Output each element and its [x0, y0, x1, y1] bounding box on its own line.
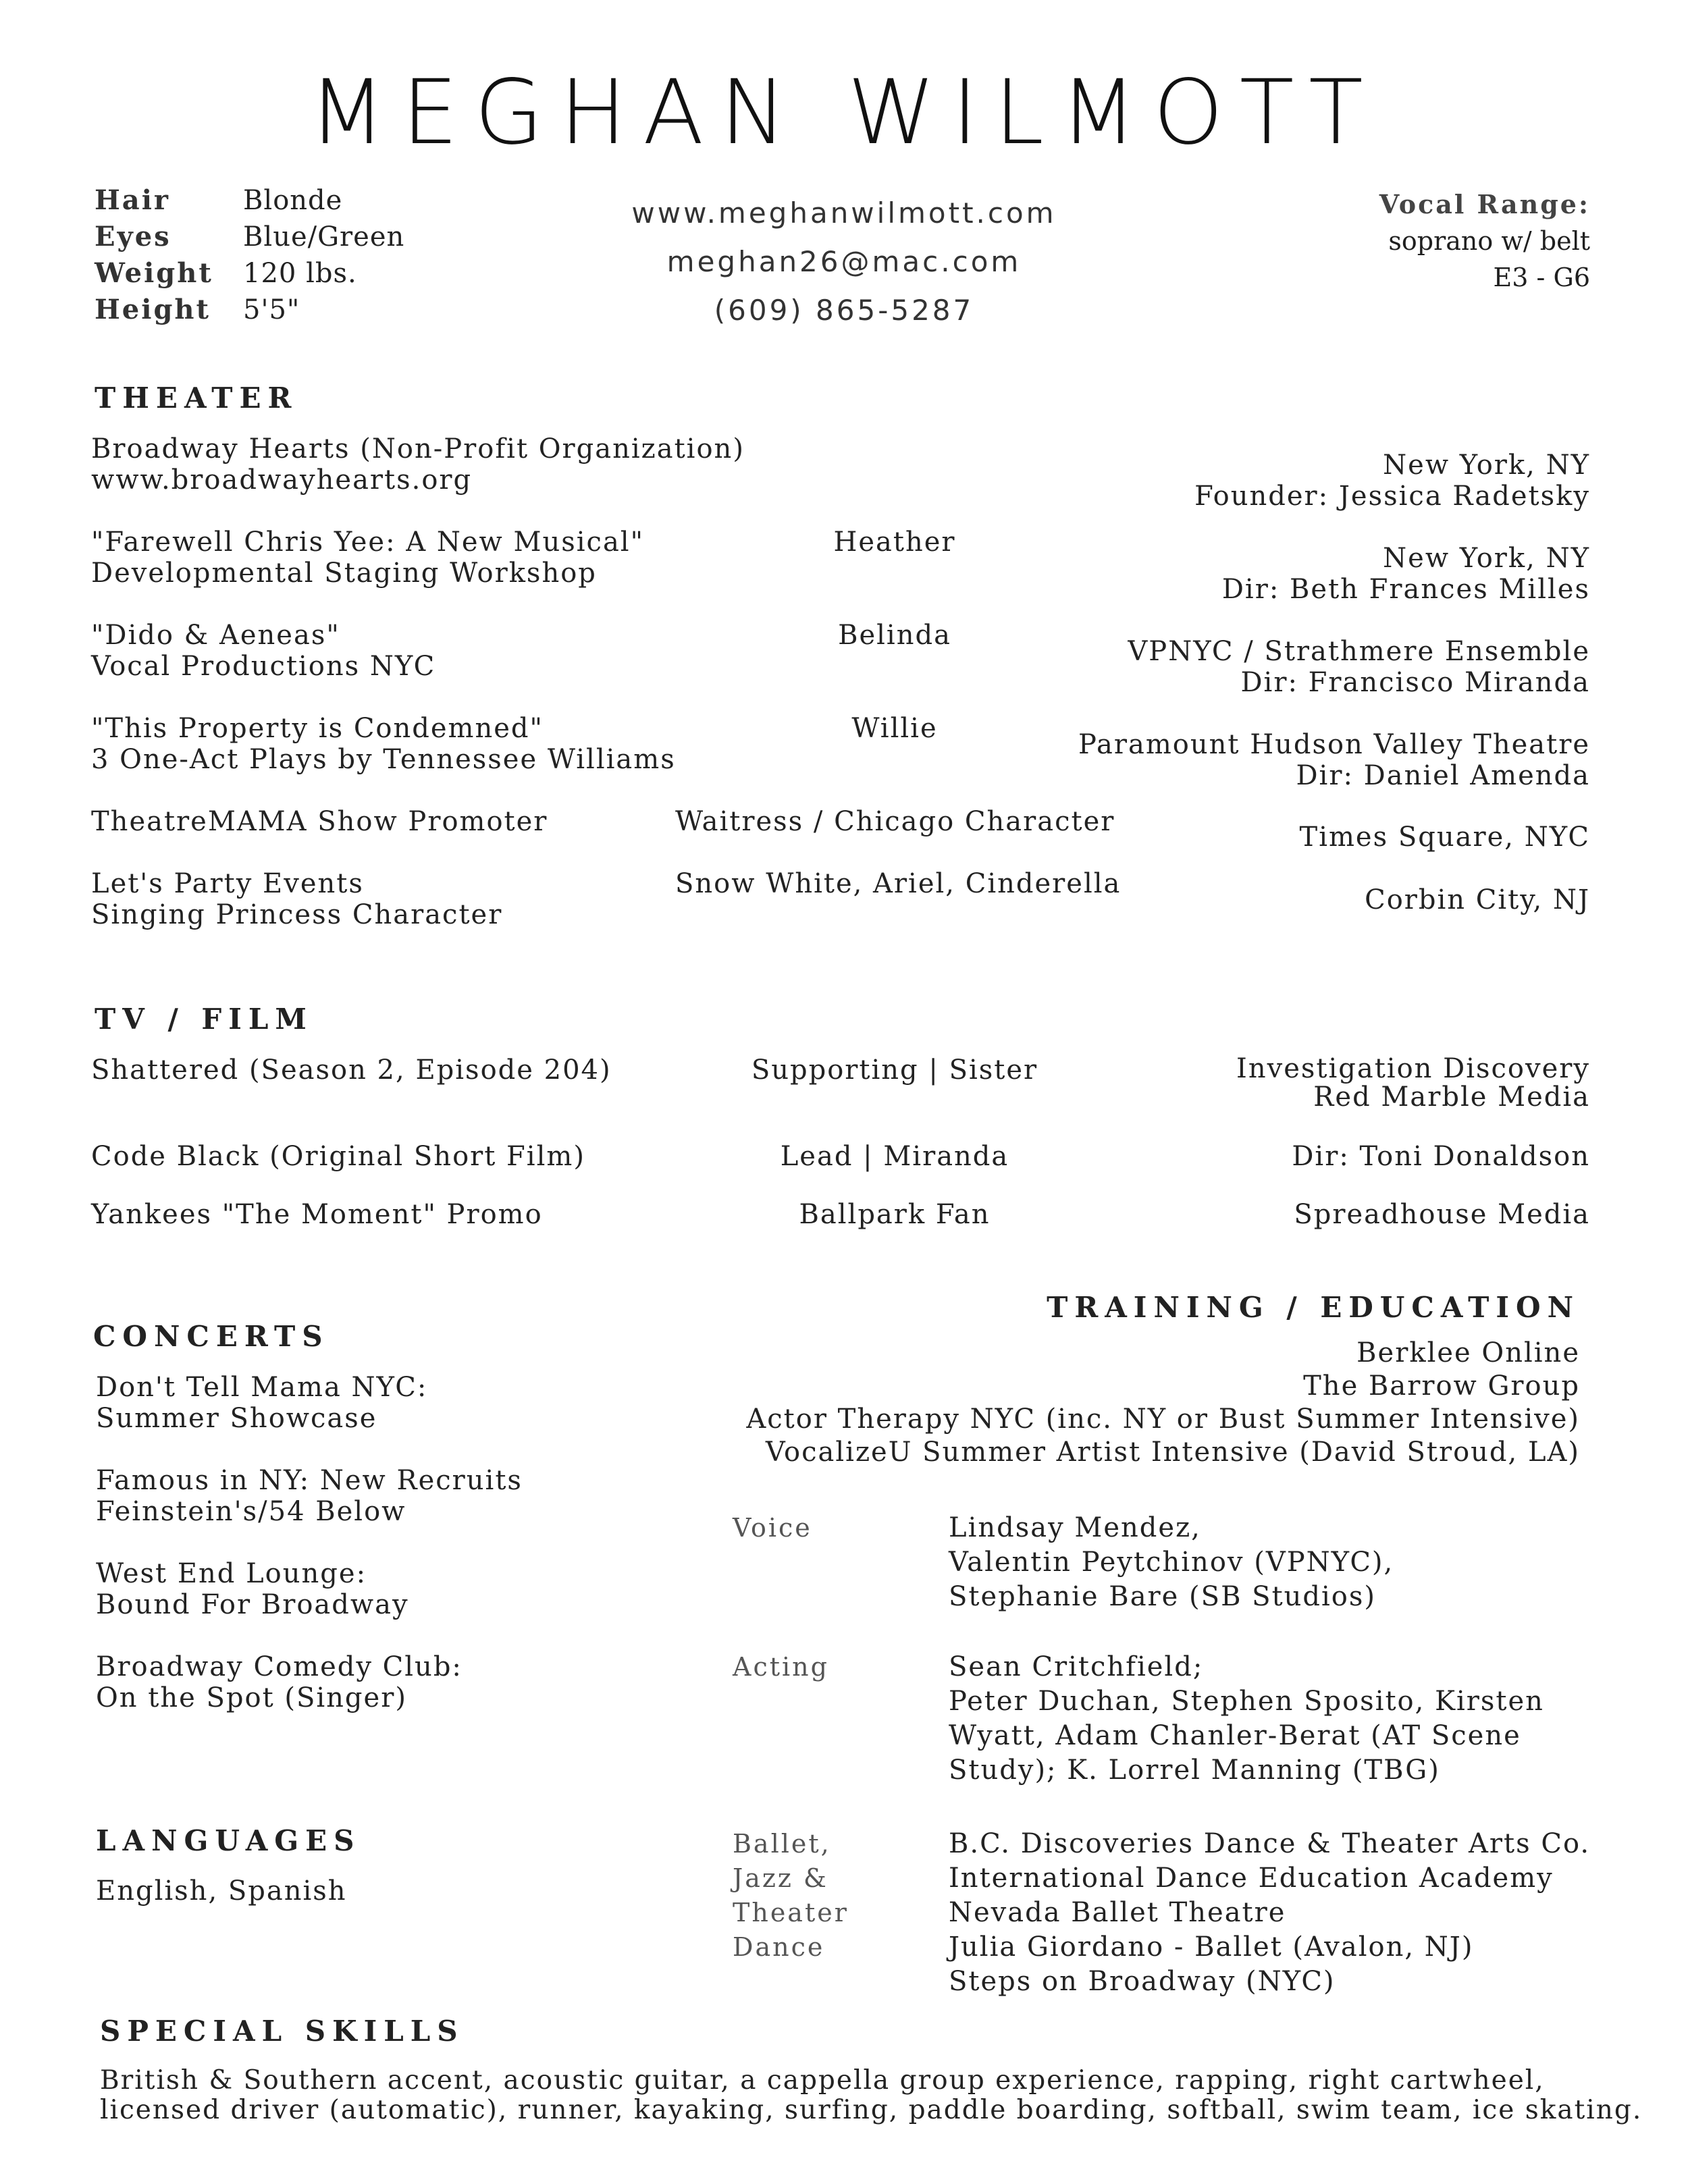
theater-entry-title: [91, 527, 644, 589]
training-detail-line: International Dance Education Academy: [949, 1863, 1554, 1894]
concert-entry: [96, 1651, 463, 1713]
training-category-details: [949, 1827, 1590, 1999]
concert-line: Broadway Comedy Club:: [96, 1651, 463, 1682]
stat-value: Blonde: [243, 185, 343, 216]
theater-title-line: "Farewell Chris Yee: A New Musical": [91, 527, 644, 558]
stat-label: Eyes: [95, 221, 172, 252]
email-link[interactable]: meghan26@mac.com: [666, 245, 1022, 278]
tvfilm-entry-location: [1292, 1141, 1590, 1172]
theater-entry-title: [91, 868, 502, 930]
concerts-heading: CONCERTS: [93, 1320, 329, 1353]
stat-value: Blue/Green: [243, 221, 405, 252]
training-detail-line: Steps on Broadway (NYC): [949, 1966, 1336, 1997]
theater-title-line: Developmental Staging Workshop: [91, 558, 597, 589]
theater-title-line: TheatreMAMA Show Promoter: [91, 806, 548, 837]
training-detail-line: Valentin Peytchinov (VPNYC),: [949, 1547, 1394, 1578]
training-category-label: [733, 1511, 812, 1545]
stat-label: Hair: [95, 184, 170, 216]
vocal-range: [1379, 186, 1590, 296]
website-link[interactable]: www.meghanwilmott.com: [631, 196, 1057, 230]
languages-text: English, Spanish: [96, 1875, 347, 1907]
phone-number: (609) 865-5287: [714, 294, 974, 327]
theater-location-line: Times Square, NYC: [1299, 822, 1590, 853]
theater-location-line: Dir: Daniel Amenda: [1296, 760, 1590, 791]
training-detail-line: Nevada Ballet Theatre: [949, 1897, 1286, 1928]
theater-title-line: Singing Princess Character: [91, 899, 503, 930]
theater-entry-location: [1222, 543, 1590, 605]
training-schools: [746, 1337, 1580, 1469]
theater-title-line: 3 One-Act Plays by Tennessee Williams: [91, 744, 676, 775]
theater-heading: THEATER: [95, 381, 298, 415]
theater-entry-role: Heather: [833, 527, 956, 558]
concert-entry: [96, 1558, 409, 1620]
theater-entry-location: [1300, 822, 1590, 853]
tvfilm-entry-role: Supporting | Sister: [751, 1055, 1038, 1086]
concert-line: On the Spot (Singer): [96, 1682, 407, 1713]
theater-entry-role: Waitress / Chicago Character: [675, 806, 1115, 837]
vocal-range-value: E3 - G6: [1493, 263, 1590, 292]
theater-location-line: Dir: Beth Frances Milles: [1221, 574, 1590, 605]
training-detail-line: Study); K. Lorrel Manning (TBG): [949, 1755, 1440, 1786]
theater-entry-title: [91, 713, 676, 775]
vocal-type: soprano w/ belt: [1388, 226, 1590, 256]
training-detail-line: Peter Duchan, Stephen Sposito, Kirsten: [949, 1686, 1544, 1717]
theater-location-line: New York, NY: [1383, 543, 1590, 574]
training-label-line: Voice: [733, 1513, 812, 1543]
stat-value: 5'5": [243, 294, 300, 325]
training-detail-line: Wyatt, Adam Chanler-Berat (AT Scene: [949, 1720, 1521, 1751]
theater-title-line: Let's Party Events: [91, 868, 364, 899]
theater-location-line: Founder: Jessica Radetsky: [1194, 481, 1590, 512]
tvfilm-location-line: Dir: Toni Donaldson: [1292, 1141, 1590, 1172]
theater-entry-location: [1194, 450, 1590, 512]
training-school: Actor Therapy NYC (inc. NY or Bust Summer Intensive): [746, 1404, 1580, 1435]
special-skills-heading: SPECIAL SKILLS: [100, 2015, 465, 2048]
training-detail-line: Julia Giordano - Ballet (Avalon, NJ): [949, 1932, 1474, 1963]
training-school: The Barrow Group: [1303, 1370, 1580, 1402]
theater-entry-role: Snow White, Ariel, Cinderella: [675, 868, 1122, 899]
theater-location-line: New York, NY: [1383, 450, 1590, 481]
stat-value: 120 lbs.: [243, 258, 357, 289]
concert-entry: [96, 1372, 427, 1434]
training-category-details: [949, 1650, 1544, 1788]
tvfilm-entry-title: Shattered (Season 2, Episode 204): [91, 1055, 612, 1086]
theater-entry-title: [91, 620, 436, 682]
tvfilm-entry-location: [1236, 1055, 1590, 1111]
languages-heading: LANGUAGES: [96, 1824, 361, 1857]
training-detail-line: Sean Critchfield;: [949, 1651, 1204, 1682]
tvfilm-entry-role: Lead | Miranda: [780, 1141, 1009, 1172]
tvfilm-location-line: Investigation Discovery: [1236, 1053, 1590, 1084]
training-label-line: Jazz &: [733, 1863, 828, 1893]
theater-title-line: Broadway Hearts (Non-Profit Organization): [91, 433, 745, 464]
tvfilm-entry-role: Ballpark Fan: [799, 1199, 991, 1230]
theater-entry-location: [1078, 729, 1590, 791]
training-category-label: [733, 1827, 849, 1965]
concert-line: Summer Showcase: [96, 1403, 377, 1434]
training-detail-line: B.C. Discoveries Dance & Theater Arts Co.: [949, 1828, 1591, 1859]
stat-label: Height: [95, 294, 211, 325]
special-skills-line: licensed driver (automatic), runner, kayaking, surfing, paddle boarding, softball, swim team, ice skating.: [100, 2095, 1643, 2125]
training-label-line: Dance: [733, 1932, 825, 1962]
concert-entry: [96, 1465, 523, 1527]
training-school: VocalizeU Summer Artist Intensive (David Stroud, LA): [765, 1437, 1580, 1468]
training-detail-line: Lindsay Mendez,: [949, 1512, 1201, 1543]
concert-line: West End Lounge:: [96, 1558, 367, 1589]
training-category-details: [949, 1511, 1394, 1614]
theater-entry-role: Belinda: [838, 620, 951, 651]
tvfilm-entry-location: [1294, 1199, 1590, 1230]
tvfilm-location-line: Spreadhouse Media: [1294, 1199, 1590, 1230]
special-skills-line: British & Southern accent, acoustic guitar, a cappella group experience, rapping, right cartwheel,: [100, 2065, 1545, 2096]
page-title: MEGHAN WILMOTT: [309, 61, 1379, 165]
concert-line: Bound For Broadway: [96, 1589, 409, 1620]
tvfilm-heading: TV / FILM: [95, 1003, 313, 1036]
concert-line: Feinstein's/54 Below: [96, 1496, 406, 1527]
tvfilm-entry-title: Code Black (Original Short Film): [91, 1141, 585, 1172]
training-heading: TRAINING / EDUCATION: [1047, 1291, 1580, 1324]
training-label-line: Acting: [733, 1652, 829, 1682]
training-label-line: Ballet,: [733, 1829, 831, 1859]
theater-entry-title: [91, 806, 548, 837]
tvfilm-entry-title: Yankees "The Moment" Promo: [91, 1199, 543, 1230]
theater-entry-title: [91, 433, 745, 496]
training-category-label: [733, 1650, 829, 1684]
theater-entry-role: Willie: [851, 713, 938, 744]
theater-location-line: Paramount Hudson Valley Theatre: [1078, 729, 1590, 760]
training-detail-line: Stephanie Bare (SB Studios): [949, 1581, 1377, 1612]
vocal-range-heading: Vocal Range:: [1379, 189, 1590, 219]
concert-line: Famous in NY: New Recruits: [96, 1465, 523, 1496]
theater-entry-location: [1128, 636, 1590, 698]
concert-line: Don't Tell Mama NYC:: [96, 1372, 428, 1403]
theater-entry-location: [1365, 884, 1590, 915]
theater-location-line: VPNYC / Strathmere Ensemble: [1128, 636, 1590, 667]
special-skills-text: [100, 2066, 1642, 2125]
theater-location-line: Dir: Francisco Miranda: [1240, 667, 1590, 698]
theater-title-line: Vocal Productions NYC: [91, 651, 436, 682]
training-label-line: Theater: [733, 1898, 849, 1927]
training-school: Berklee Online: [1356, 1337, 1580, 1368]
theater-location-line: Corbin City, NJ: [1365, 884, 1590, 915]
tvfilm-location-line: Red Marble Media: [1313, 1082, 1590, 1113]
theater-title-line: "This Property is Condemned": [91, 713, 544, 744]
theater-title-line: www.broadwayhearts.org: [91, 464, 473, 496]
stat-label: Weight: [95, 257, 213, 289]
theater-title-line: "Dido & Aeneas": [91, 620, 340, 651]
